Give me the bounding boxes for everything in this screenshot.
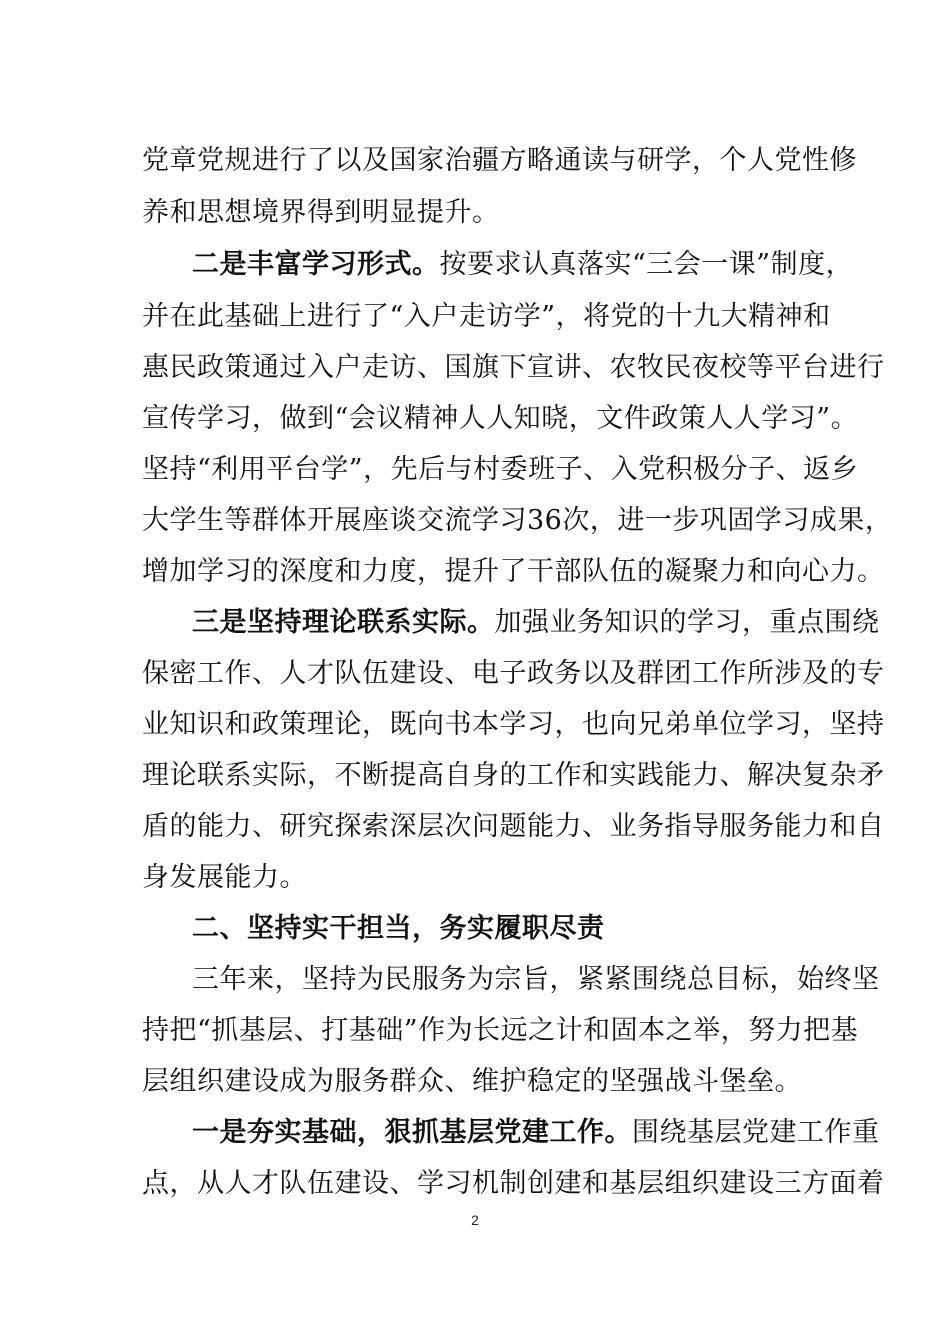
- line-text: 盾的能力、研究探索深层次问题能力、业务指导服务能力和自: [142, 811, 885, 842]
- section-heading: [192, 904, 872, 954]
- line-text: 增加学习的深度和力度，提升了干部队伍的凝聚力和向心力。: [142, 556, 885, 587]
- paragraph-lead: 三是坚持理论联系实际。: [192, 607, 495, 638]
- line-text: 层组织建设成为服务群众、维护稳定的坚强战斗堡垒。: [142, 1066, 802, 1097]
- line-text: 业知识和政策理论，既向书本学习，也向兄弟单位学习，坚持: [142, 709, 885, 740]
- text-line: [142, 853, 822, 903]
- line-text: 宣传学习，做到“会议精神人人知晓，文件政策人人学习”。: [142, 403, 859, 434]
- text-line: [142, 188, 822, 238]
- line-text: 理论联系实际，不断提高自身的工作和实践能力、解决复杂矛: [142, 760, 885, 791]
- text-line: [142, 292, 831, 342]
- text-line: [142, 445, 859, 495]
- line-text: 并在此基础上进行了“入户走访学”，将党的十九大精神和: [142, 301, 831, 332]
- line-text: 点，从人才队伍建设、学习机制创建和基层组织建设三方面着: [142, 1168, 885, 1199]
- line-text: 三年来，坚持为民服务为宗旨，紧紧围绕总目标，始终坚: [192, 964, 880, 995]
- text-line: [142, 136, 857, 186]
- line-text: 身发展能力。: [142, 862, 307, 893]
- text-line: [142, 496, 893, 546]
- section-heading-text: 二、坚持实干担当，务实履职尽责: [192, 913, 605, 944]
- text-line: [142, 1159, 885, 1209]
- paragraph-lead: 一是夯实基础，狠抓基层党建工作。: [192, 1117, 632, 1148]
- text-line: [142, 1006, 859, 1056]
- line-text: 坚持“利用平台学”，先后与村委班子、入党积极分子、返乡: [142, 454, 859, 485]
- line-text: 党章党规进行了以及国家治疆方略通读与研学，个人党性修: [142, 145, 857, 176]
- paragraph-lead: 二是丰富学习形式。: [192, 249, 440, 280]
- paragraph-first-line: [192, 955, 880, 1005]
- text-line: [142, 700, 885, 750]
- line-text: 按要求认真落实“三会一课”制度，: [439, 249, 854, 280]
- text-line: [142, 1057, 822, 1107]
- line-text: 惠民政策通过入户走访、国旗下宣讲、农牧民夜校等平台进行: [142, 352, 885, 383]
- line-text: 持把“抓基层、打基础”作为长远之计和固本之举，努力把基: [142, 1015, 859, 1046]
- line-text: 大学生等群体开展座谈交流学习36次，进一步巩固学习成果，: [142, 505, 893, 536]
- text-line: [142, 394, 859, 444]
- paragraph-first-line: [192, 1108, 880, 1158]
- text-line: [142, 547, 885, 597]
- page-number: 2: [471, 1212, 479, 1228]
- paragraph-first-line: [192, 598, 880, 648]
- text-line: [142, 649, 885, 699]
- line-text: 保密工作、人才队伍建设、电子政务以及群团工作所涉及的专: [142, 658, 885, 689]
- text-line: [142, 343, 885, 393]
- paragraph-first-line: [192, 240, 872, 290]
- line-text: 围绕基层党建工作重: [632, 1117, 880, 1148]
- text-line: [142, 751, 885, 801]
- text-line: [142, 802, 885, 852]
- line-text: 加强业务知识的学习，重点围绕: [494, 607, 880, 638]
- line-text: 养和思想境界得到明显提升。: [142, 197, 500, 228]
